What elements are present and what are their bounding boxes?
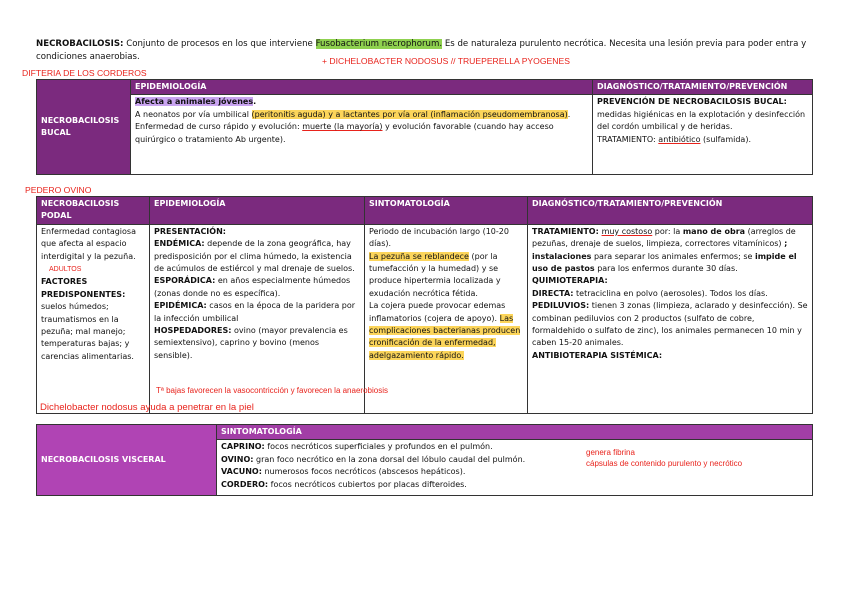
- visceral-row-head: NECROBACILOSIS VISCERAL: [37, 425, 217, 496]
- bucal-epi-line3c: y evolución favorable (cuando hay acceso quirúrgico o tratamiento Ab urgente).: [135, 122, 554, 144]
- podal-epi-end-label: ENDÉMICA:: [154, 239, 205, 249]
- podal-sint-3b: Las complicaciones bacterianas producen cronificación de la enfermedad, adelgazamiento rápido.: [369, 313, 521, 360]
- podal-header-name: NECROBACILOSIS PODAL: [37, 197, 150, 225]
- bucal-header-diag: DIAGNÓSTICO/TRATAMIENTO/PREVENCIÓN: [593, 80, 813, 95]
- bucal-epi-line2b: (peritonitis aguda) y a lactantes por vía oral (inflamación pseudomembranosa): [251, 109, 568, 119]
- podal-diag-cell: [528, 224, 813, 413]
- podal-header-sint: SINTOMATOLOGÍA: [365, 197, 528, 225]
- podal-factors-title: FACTORES PREDISPONENTES:: [41, 277, 126, 299]
- visceral-red-notes: [586, 447, 742, 469]
- podal-epi-epid-label: EPIDÉMICA:: [154, 301, 207, 311]
- bucal-epi-line1-end: .: [253, 97, 257, 107]
- podal-diag-directa-label: DIRECTA:: [532, 288, 574, 298]
- podal-epi-esp-label: ESPORÁDICA:: [154, 276, 216, 286]
- visceral-caprino-label: CAPRINO:: [221, 442, 265, 452]
- annotation-dichelobacter-note: Dichelobacter nodosus ayuda a penetrar en la piel: [40, 402, 254, 413]
- intro-term: NECROBACILOSIS:: [36, 39, 124, 49]
- bucal-row-head: NECROBACILOSIS BUCAL: [37, 80, 131, 175]
- bucal-epi-line3b: muerte (la mayoría): [302, 122, 383, 132]
- visceral-header-sint: SINTOMATOLOGÍA: [217, 425, 813, 440]
- intro-organism: Fusobacterium necrophorum.: [315, 39, 443, 49]
- annotation-fibrina: genera fibrina: [586, 448, 635, 458]
- table-podal: [36, 196, 813, 414]
- bucal-diag-text: medidas higiénicas en la explotación y desinfección del cordón umbilical y de heridas.: [597, 109, 806, 132]
- bucal-header-epi: EPIDEMIOLOGÍA: [131, 80, 593, 95]
- podal-diag-antibio: ANTIBIOTERAPIA SISTÉMICA:: [532, 350, 663, 360]
- podal-header-diag: DIAGNÓSTICO/TRATAMIENTO/PREVENCIÓN: [528, 197, 813, 225]
- visceral-cordero-label: CORDERO:: [221, 479, 269, 489]
- podal-diag-quimio: QUIMIOTERAPIA:: [532, 276, 608, 286]
- podal-sint-2b: (por la tumefacción y la humedad) y se produce hipertermia localizada y exudación necrótica fétida.: [369, 251, 501, 298]
- bucal-epi-cell: [131, 95, 593, 175]
- podal-diag-treat-text2: (arreglos de pezuñas, drenaje de suelos, limpieza, correctores vitamínicos): [532, 226, 796, 249]
- bucal-diag-treat-end: (sulfamida).: [700, 134, 751, 144]
- podal-diag-treat-text1: por: la: [652, 226, 683, 236]
- podal-diag-treat-inst: ; instalaciones: [532, 239, 788, 261]
- podal-epi-esp: en años especialmente húmedos (zonas donde no es específica).: [154, 276, 351, 298]
- annotation-difteria: DIFTERIA DE LOS CORDEROS: [22, 68, 147, 78]
- annotation-capsulas: cápsulas de contenido purulento y necrótico: [586, 459, 743, 469]
- bucal-diag-title: PREVENCIÓN DE NECROBACILOSIS BUCAL:: [597, 97, 787, 107]
- annotation-temp-note: Tª bajas favorecen la vasocontricción y favorecen la anaerobiosis: [156, 386, 388, 395]
- visceral-ovino-label: OVINO:: [221, 454, 254, 464]
- podal-sint-3a: La cojera puede provocar edemas inflamatorios (cojera de apoyo).: [369, 301, 506, 323]
- podal-diag-treat-bold: mano de obra: [682, 226, 746, 236]
- bucal-diag-treat-label: TRATAMIENTO:: [597, 134, 659, 144]
- podal-col1-text: Enfermedad contagiosa que afecta al espacio interdigital y la pezuña.: [41, 226, 136, 261]
- podal-sint-2a: La pezuña se reblandece: [369, 251, 469, 261]
- podal-diag-directa: tetraciclina en polvo (aerosoles). Todos los días.: [573, 288, 768, 298]
- podal-col1-cell: [37, 224, 150, 413]
- podal-epi-end: depende de la zona geográfica, hay predisposición por el clima húmedo, la existencia de acúmulos de estiércol y mal drenaje de suelos.: [154, 239, 355, 274]
- podal-sint-1: Periodo de incubación largo (10-20 días).: [369, 226, 509, 249]
- podal-diag-treat-cost: muy costoso: [601, 226, 653, 236]
- bucal-diag-treat-value: antibiótico: [658, 134, 701, 144]
- visceral-sint-cell: [217, 440, 813, 496]
- podal-header-epi: EPIDEMIOLOGÍA: [150, 197, 365, 225]
- table-bucal: [36, 79, 813, 175]
- podal-epi-epid: casos en la época de la paridera por la infección umbilical: [154, 301, 356, 323]
- podal-diag-treat-text4: para los enfermos durante 30 días.: [594, 264, 738, 274]
- intro-text-2: Es de naturaleza purulento necrótica. Necesita una lesión previa para poder entra y condiciones anaerobias.: [36, 39, 807, 62]
- annotation-dichelobacter-top: + DICHELOBACTER NODOSUS // TRUEPERELLA PYOGENES: [322, 56, 570, 66]
- bucal-epi-line2a: A neonatos por vía umbilical: [135, 109, 252, 119]
- bucal-epi-line2c: .: [567, 109, 571, 119]
- bucal-epi-line3a: Enfermedad de curso rápido y evolución:: [135, 122, 303, 132]
- visceral-caprino: focos necróticos superficiales y profundos en el pulmón.: [264, 442, 493, 452]
- bucal-diag-cell: [593, 95, 813, 175]
- annotation-adultos: ADULTOS: [49, 266, 82, 274]
- podal-diag-treat-text3: para separar los animales enfermos; se: [591, 251, 755, 261]
- podal-sint-cell: [365, 224, 528, 413]
- intro-text-1: Conjunto de procesos en los que interviene: [123, 39, 316, 49]
- podal-diag-pedi: tienen 3 zonas (limpieza, aclarado y desinfección). Se combinan pediluvios con 2 productos (sulfato de cobre, formaldehido o sulfato de zinc), los animales permanecen 10 min y caben 15-20 animales.: [532, 301, 808, 348]
- annotation-pedero: PEDERO OVINO: [25, 185, 92, 195]
- podal-diag-treat-label: TRATAMIENTO:: [532, 226, 602, 236]
- podal-diag-pedi-label: PEDILUVIOS:: [532, 301, 590, 311]
- bucal-epi-line1: Afecta a animales jóvenes: [135, 97, 254, 107]
- podal-epi-cell: [150, 224, 365, 413]
- visceral-vacuno-label: VACUNO:: [221, 467, 262, 477]
- visceral-vacuno: numerosos focos necróticos (abscesos hepáticos).: [261, 467, 466, 477]
- podal-epi-pres: PRESENTACIÓN:: [154, 226, 226, 236]
- visceral-cordero: focos necróticos cubiertos por placas difteroides.: [268, 479, 467, 489]
- podal-epi-host: ovino (mayor prevalencia es semiextensivo), caprino y bovino (menos sensible).: [154, 326, 348, 360]
- podal-diag-treat-imp: impide el uso de pastos: [532, 251, 797, 274]
- podal-factors: suelos húmedos; traumatismos en la pezuña; mal manejo; temperaturas bajas; y carencias alimentarias.: [41, 302, 134, 361]
- table-visceral: [36, 424, 813, 496]
- visceral-ovino: gran foco necrótico en la zona dorsal del lóbulo caudal del pulmón.: [253, 454, 526, 464]
- podal-epi-host-label: HOSPEDADORES:: [154, 326, 232, 336]
